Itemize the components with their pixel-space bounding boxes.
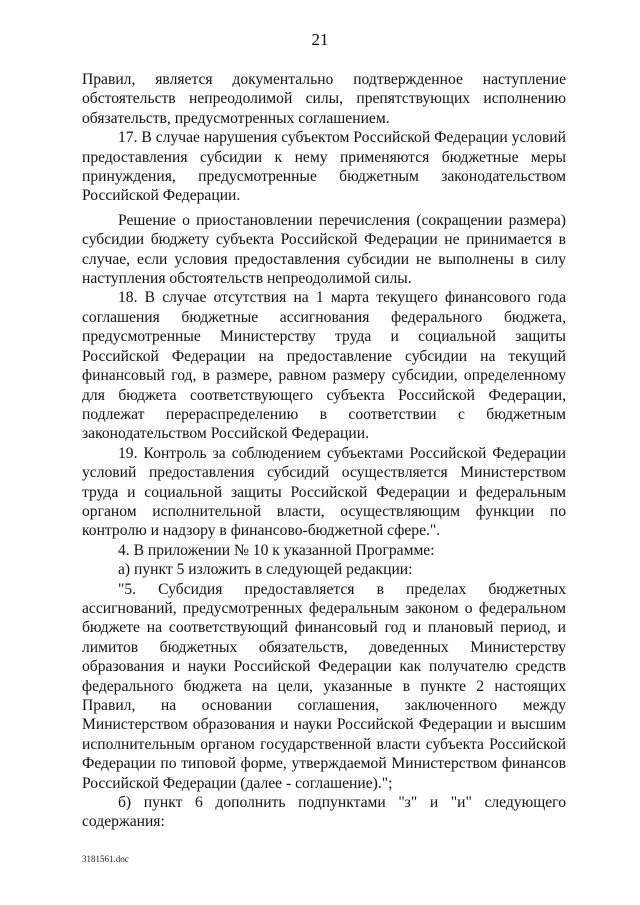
paragraph-continuation: Правил, является документально подтвержденное наступление обстоятельств непреодолимой силы, препятствующих исполнению обязательств, предусмотренных соглашением.	[82, 71, 566, 127]
paragraph-5-subsidy: "5. Субсидия предоставляется в пределах бюджетных ассигнований, предусмотренных федеральным законом о федеральном бюджете на соответствующий финансовый год и плановый период, и лимитов бюджетных обязательств, доведенных Министерству образования и науки Российской Федерации как получателю средств федерального бюджета на цели, указанные в пункте 2 настоящих Правил, на основании соглашения, заключенного между Министерством образования и науки Российской Федерации и высшим исполнительным органом государственной власти субъекта Российской Федерации по типовой форме, утверждаемой Министерством финансов Российской Федерации (далее - соглашение).";	[82, 580, 566, 792]
footer-filename: 3181561.doc	[82, 854, 129, 864]
paragraph-a-point-5: а) пункт 5 изложить в следующей редакции:	[118, 561, 413, 579]
paragraph-19: 19. Контроль за соблюдением субъектами Российской Федерации условий предоставления субсидий осуществляется Министерством труда и социальной защиты Российской Федерации и федеральным органом исполнительной власти, осуществляющим функции по контролю и надзору в финансово-бюджетной сфере.".	[82, 444, 566, 540]
paragraph-b-point-6: б) пункт 6 дополнить подпунктами "з" и "и" следующего содержания:	[82, 794, 566, 831]
paragraph-17: 17. В случае нарушения субъектом Российской Федерации условий предоставления субсидии к нему применяются бюджетные меры принуждения, предусмотренные бюджетным законодательством Российской Федерации.	[82, 129, 566, 205]
paragraph-suspension-decision: Решение о приостановлении перечисления (сокращении размера) субсидии бюджету субъекта Российской Федерации не принимается в случае, если условия предоставления субсидии не выполнены в силу наступления обстоятельств непреодолимой силы.	[82, 211, 566, 288]
paragraph-4-appendix-10: 4. В приложении № 10 к указанной Программе:	[118, 541, 435, 559]
paragraph-18: 18. В случае отсутствия на 1 марта текущего финансового года соглашения бюджетные ассигнования федерального бюджета, предусмотренные Министерству труда и социальной защиты Российской Федерации на предоставление субсидии на текущий финансовый год, в размере, равном размеру субсидии, определенному для бюджета соответствующего субъекта Российской Федерации, подлежат перераспределению в соответствии с бюджетным законодательством Российской Федерации.	[82, 289, 566, 443]
page-number: 21	[311, 30, 329, 49]
document-body	[82, 70, 566, 832]
